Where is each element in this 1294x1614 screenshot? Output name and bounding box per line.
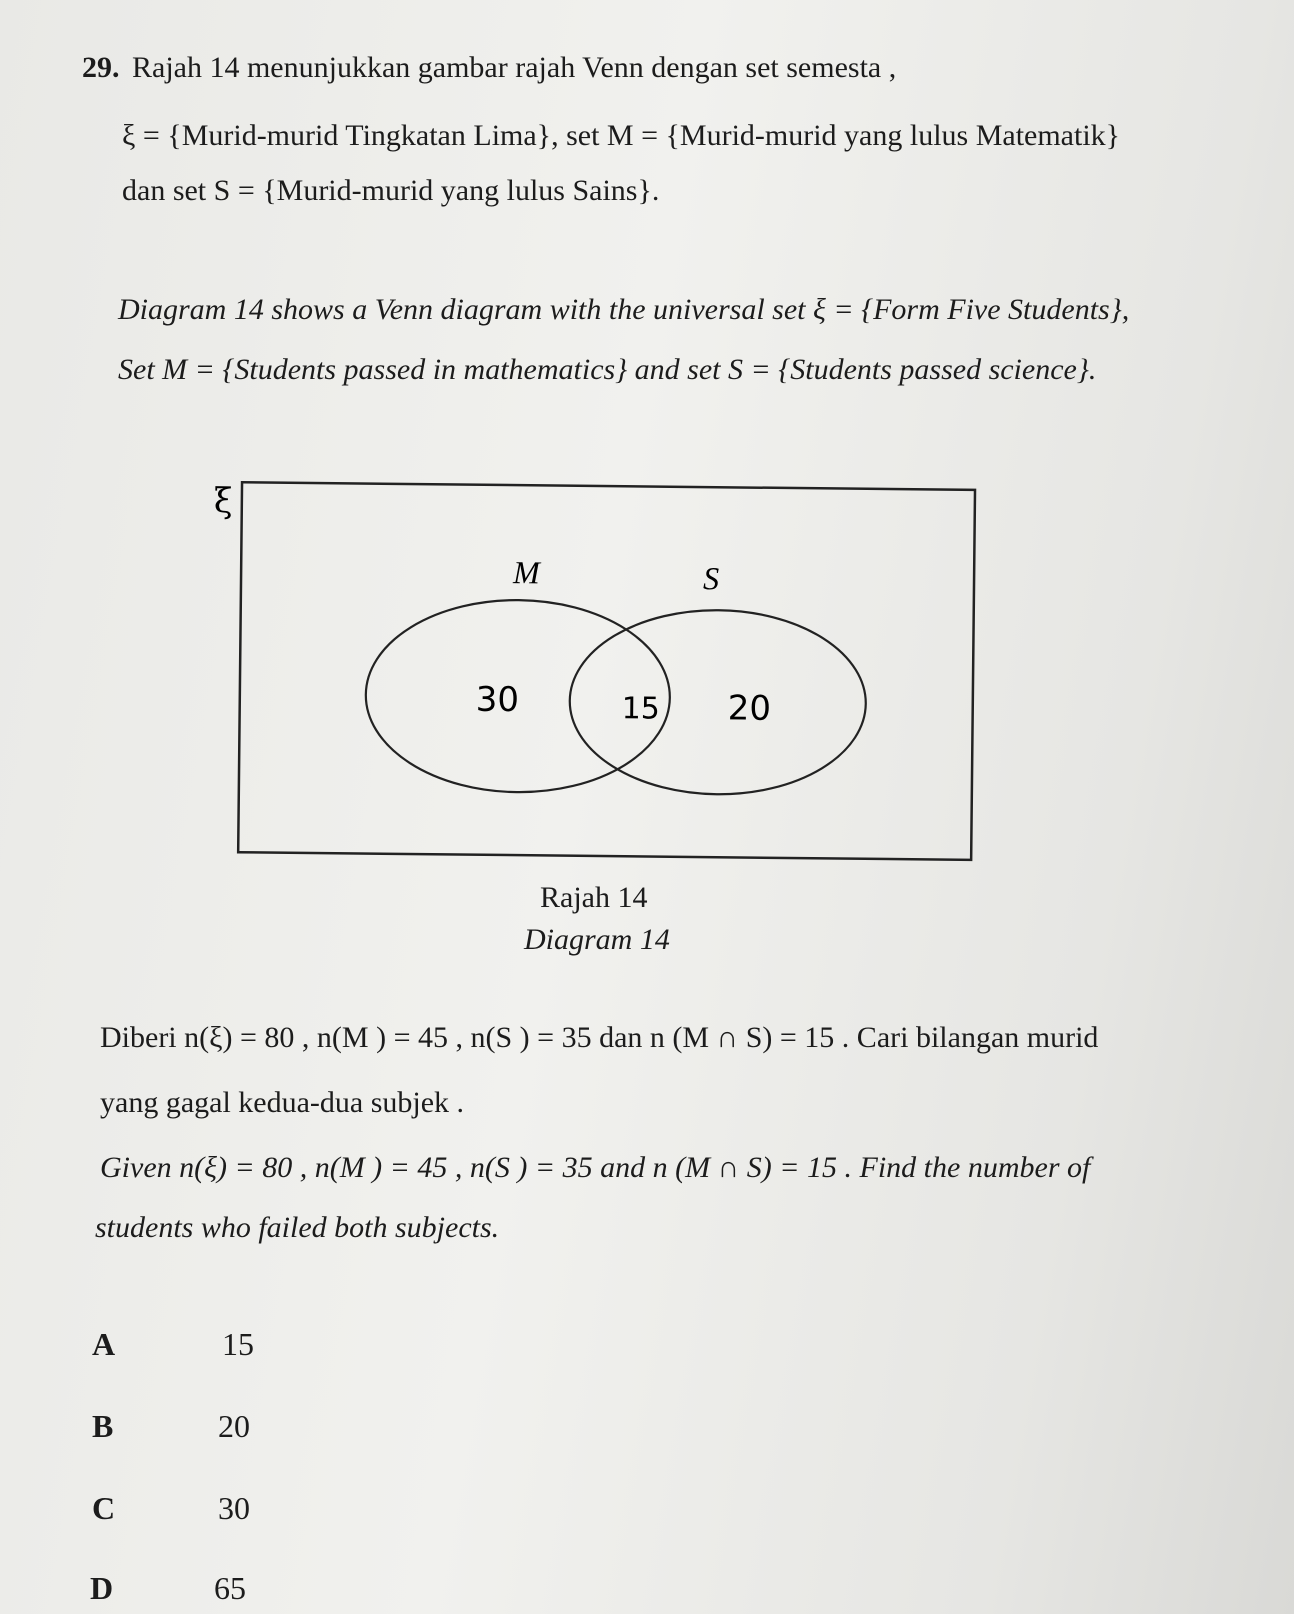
question-malay-line-1: Rajah 14 menunjukkan gambar rajah Venn dengan set semesta ,: [132, 51, 897, 84]
option-b-letter: B: [92, 1408, 114, 1444]
diagram-caption-malay: Rajah 14: [540, 881, 648, 914]
given-malay-line-2: yang gagal kedua-dua subjek .: [100, 1086, 465, 1119]
option-d-letter: D: [90, 1570, 114, 1606]
set-s-ellipse: [569, 609, 867, 796]
question-malay-line-2: ξ = {Murid-murid Tingkatan Lima}, set M = {Murid-murid yang lulus Matematik}: [122, 119, 1121, 152]
question-english-line-2: Set M = {Students passed in mathematics} and set S = {Students passed science}.: [118, 353, 1097, 386]
option-a-letter: A: [92, 1326, 116, 1362]
m-only-value: 30: [475, 679, 520, 721]
option-b-value: 20: [218, 1408, 250, 1444]
intersection-value: 15: [621, 691, 661, 727]
diagram-caption-english: Diagram 14: [524, 923, 670, 956]
s-only-value: 20: [727, 688, 772, 729]
option-d-value: 65: [214, 1570, 246, 1606]
given-malay-line-1: Diberi n(ξ) = 80 , n(M ) = 45 , n(S ) = 35 dan n (M ∩ S) = 15 . Cari bilangan murid: [100, 1021, 1099, 1054]
question-english-line-1: Diagram 14 shows a Venn diagram with the universal set ξ = {Form Five Students},: [118, 293, 1130, 326]
question-number: 29.: [82, 51, 120, 84]
set-s-label: S: [702, 560, 720, 597]
given-english-line-1: Given n(ξ) = 80 , n(M ) = 45 , n(S ) = 35 and n (M ∩ S) = 15 . Find the number of: [100, 1151, 1091, 1184]
given-english-line-2: students who failed both subjects.: [95, 1211, 500, 1244]
option-c-value: 30: [218, 1490, 250, 1526]
option-c-letter: C: [92, 1490, 116, 1526]
universal-set-symbol: ξ: [213, 480, 233, 522]
option-a-value: 15: [222, 1326, 254, 1362]
question-malay-line-3: dan set S = {Murid-murid yang lulus Sains}.: [122, 174, 660, 207]
universal-set-box: [238, 482, 975, 860]
set-m-label: M: [512, 554, 540, 591]
